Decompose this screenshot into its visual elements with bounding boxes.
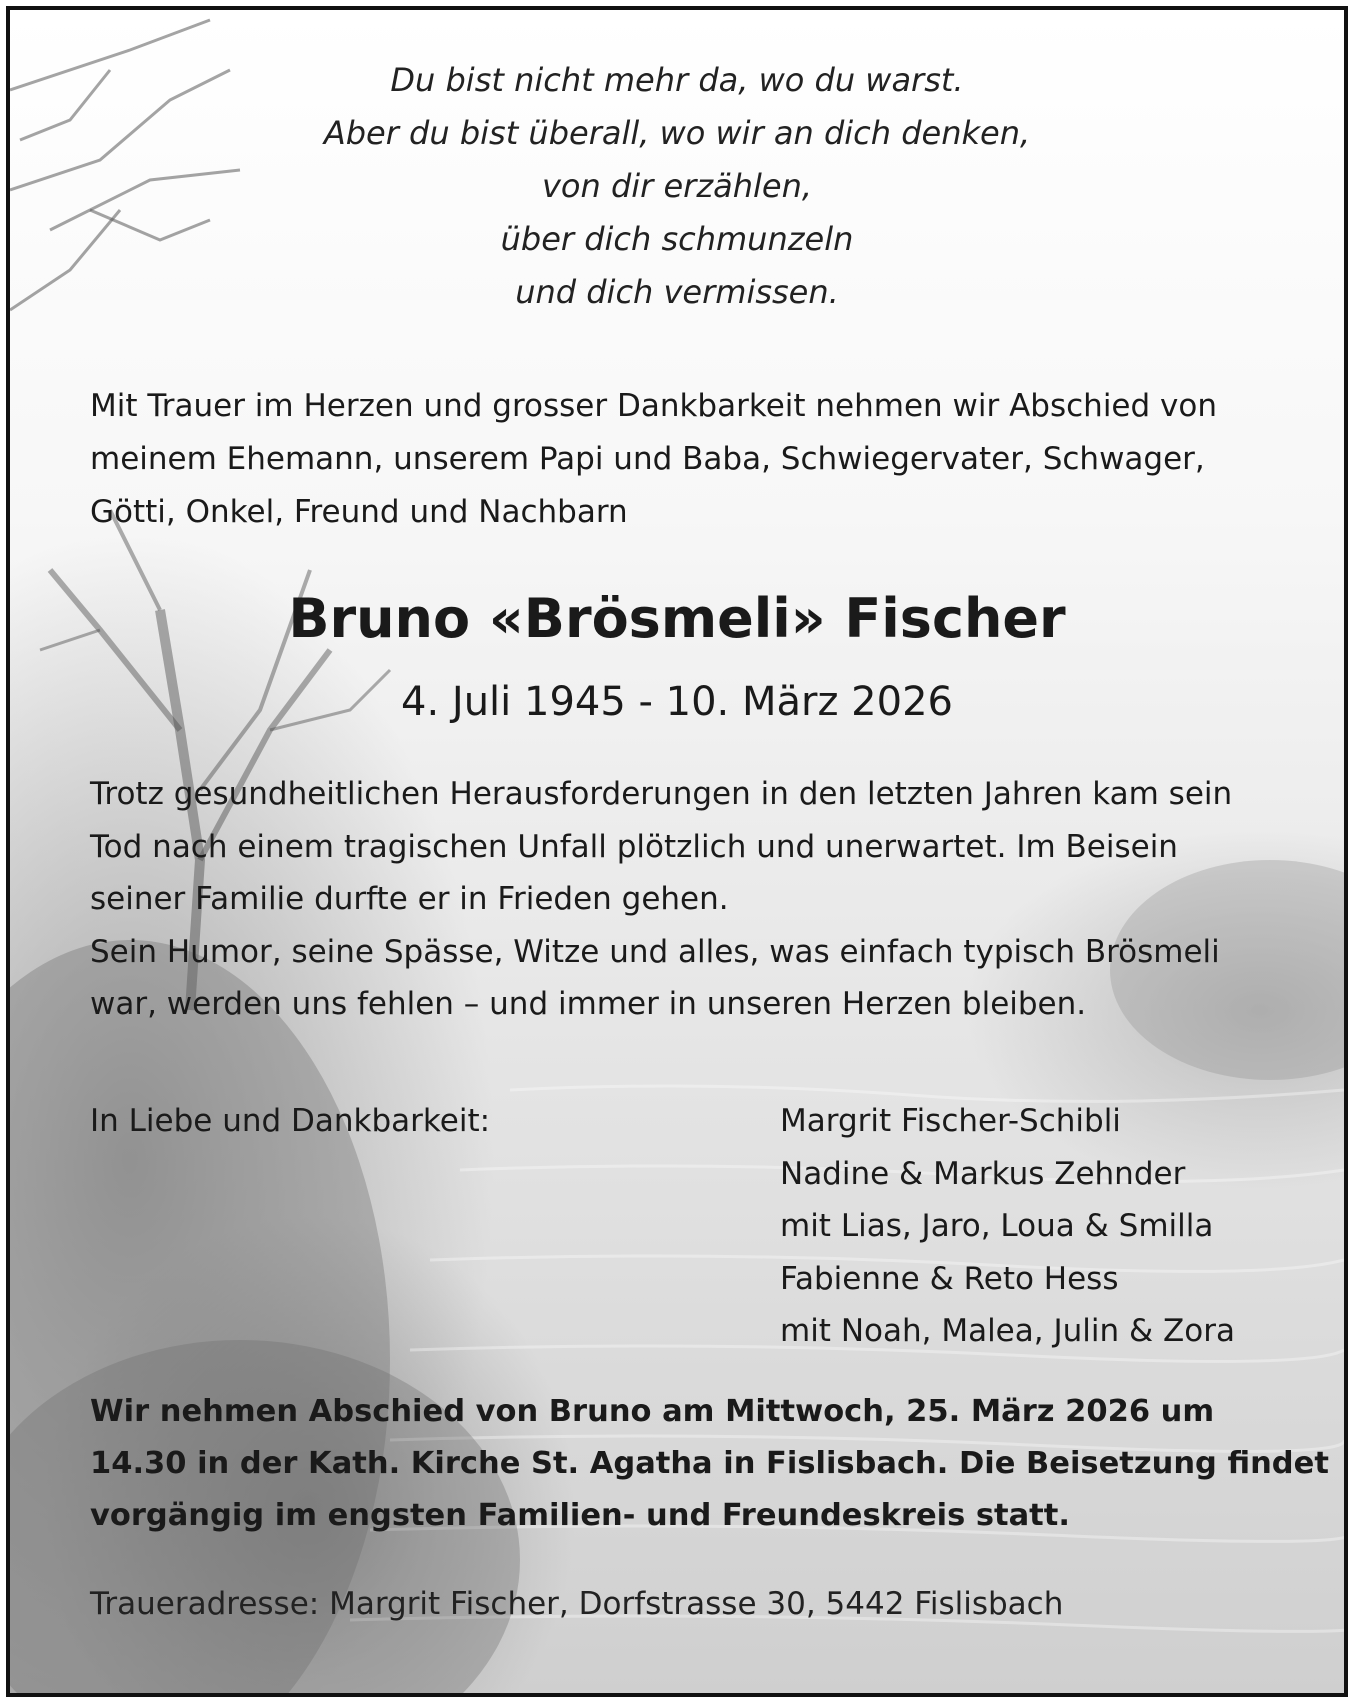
intro-text bbox=[90, 380, 1270, 539]
signoff-label: In Liebe und Dankbarkeit: bbox=[90, 1103, 491, 1139]
intro-line: Mit Trauer im Herzen und grosser Dankbarkeit nehmen wir Abschied von bbox=[90, 388, 1217, 424]
farewell-notice bbox=[90, 1386, 1329, 1542]
tribute-line: Sein Humor, seine Spässe, Witze und alles, was einfach typisch Brösmeli bbox=[90, 933, 1220, 970]
family-member: Nadine & Markus Zehnder bbox=[780, 1155, 1186, 1192]
family-list bbox=[780, 1095, 1300, 1358]
family-member: mit Lias, Jaro, Loua & Smilla bbox=[780, 1208, 1214, 1244]
tribute-line: Tod nach einem tragischen Unfall plötzlich und unerwartet. Im Beisein bbox=[90, 828, 1178, 865]
tribute-line: seiner Familie durfte er in Frieden gehen. bbox=[90, 881, 729, 917]
obituary-card bbox=[6, 6, 1348, 1697]
tribute-text bbox=[90, 768, 1290, 1031]
poem-line: Du bist nicht mehr da, wo du warst. bbox=[390, 61, 964, 99]
family-member: Margrit Fischer-Schibli bbox=[780, 1103, 1121, 1139]
mourning-address: Traueradresse: Margrit Fischer, Dorfstrasse 30, 5442 Fislisbach bbox=[90, 1586, 1064, 1622]
poem-line: und dich vermissen. bbox=[515, 273, 839, 311]
poem-line: über dich schmunzeln bbox=[500, 220, 854, 258]
farewell-line: 14.30 in der Kath. Kirche St. Agatha in Fislisbach. Die Beisetzung findet bbox=[90, 1446, 1329, 1481]
poem-line: von dir erzählen, bbox=[541, 167, 813, 205]
intro-line: meinem Ehemann, unserem Papi und Baba, Schwiegervater, Schwager, bbox=[90, 441, 1205, 477]
tribute-line: war, werden uns fehlen – und immer in unseren Herzen bleiben. bbox=[90, 986, 1087, 1022]
farewell-line: Wir nehmen Abschied von Bruno am Mittwoch, 25. März 2026 um bbox=[90, 1394, 1215, 1429]
intro-line: Götti, Onkel, Freund und Nachbarn bbox=[90, 494, 628, 530]
obituary-content bbox=[10, 10, 1344, 1693]
family-member: mit Noah, Malea, Julin & Zora bbox=[780, 1313, 1235, 1349]
poem bbox=[10, 54, 1344, 319]
family-member: Fabienne & Reto Hess bbox=[780, 1260, 1119, 1297]
life-dates: 4. Juli 1945 - 10. März 2026 bbox=[401, 679, 953, 725]
farewell-line: vorgängig im engsten Familien- und Freundeskreis statt. bbox=[90, 1498, 1070, 1533]
deceased-name: Bruno «Brösmeli» Fischer bbox=[288, 587, 1066, 650]
poem-line: Aber du bist überall, wo wir an dich denken, bbox=[323, 114, 1031, 152]
tribute-line: Trotz gesundheitlichen Herausforderungen in den letzten Jahren kam sein bbox=[90, 776, 1233, 812]
